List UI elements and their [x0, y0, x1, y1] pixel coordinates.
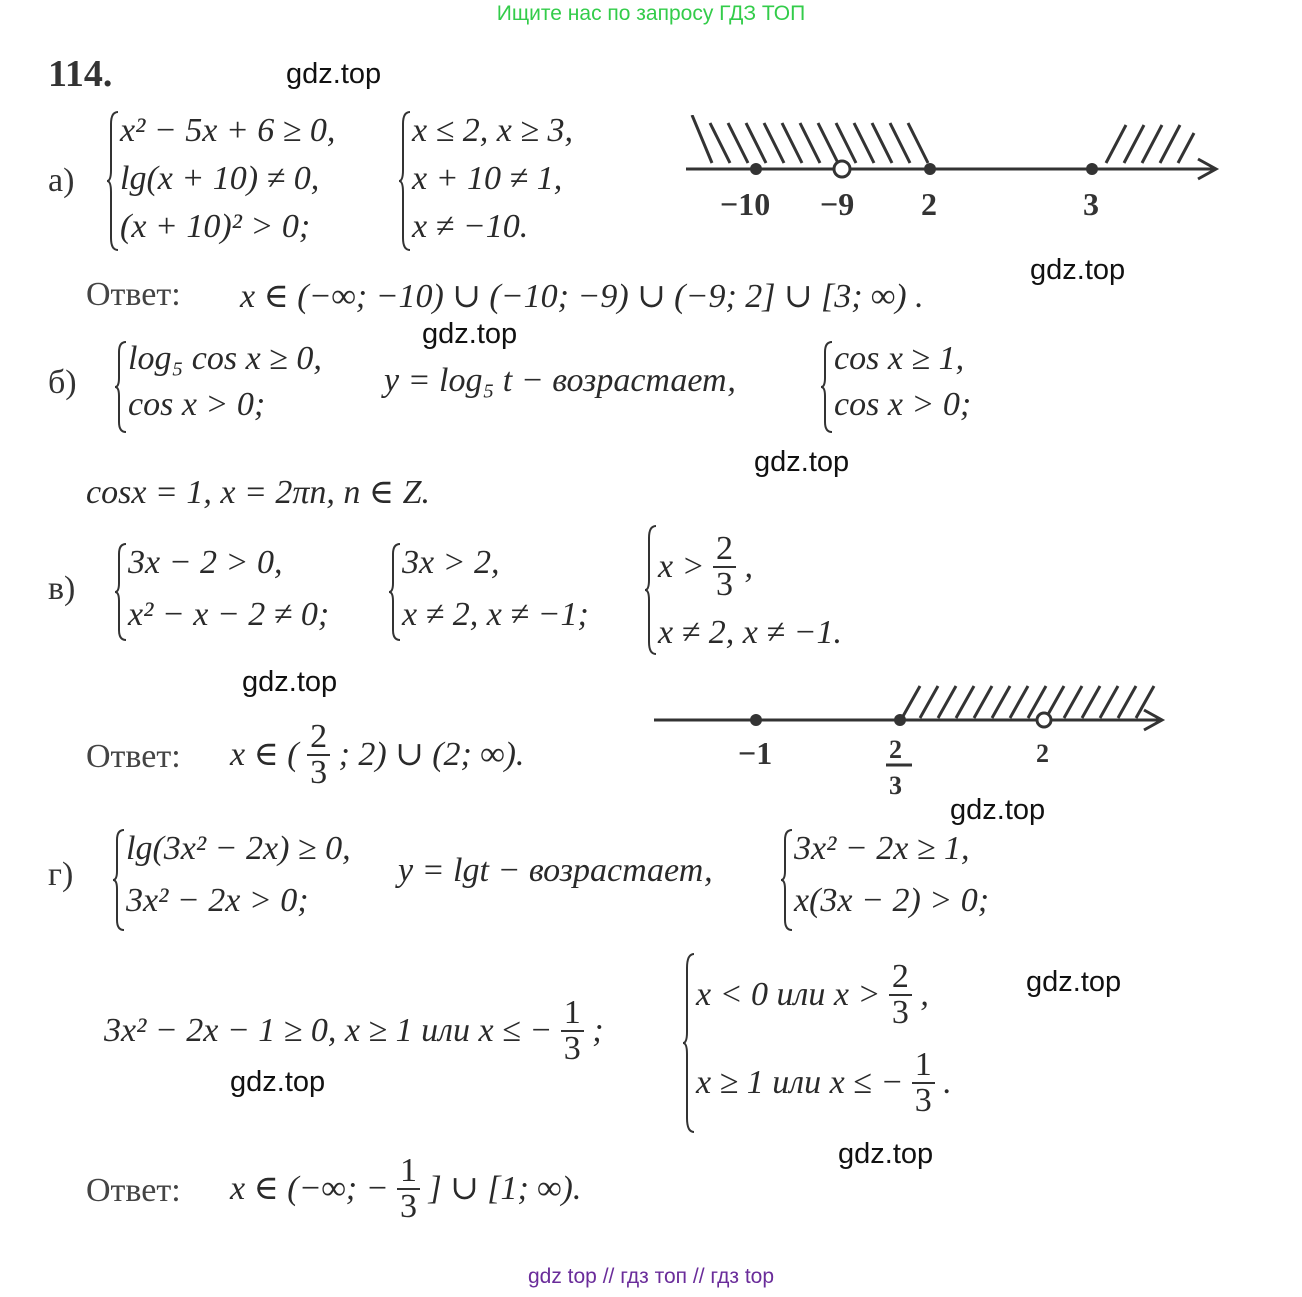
part-a-sys1-line: (x + 10)² > 0;: [120, 208, 311, 245]
axis-label: −10: [720, 186, 771, 222]
watermark: gdz.top: [1026, 966, 1122, 998]
part-g-system-2: [780, 828, 1020, 932]
axis-label: 3: [889, 771, 902, 800]
part-b-sys1-line: log₅ cos x ≥ 0,: [128, 340, 322, 377]
axis-label: −1: [738, 735, 773, 771]
part-b-sys1-line: cos x > 0;: [128, 386, 266, 423]
fraction: [912, 1048, 935, 1118]
part-v-sys2-line: x ≠ 2, x ≠ −1;: [402, 596, 589, 633]
part-a-sys1-line: lg(x + 10) ≠ 0,: [120, 160, 320, 197]
part-a-sys1-line: x² − 5x + 6 ≥ 0,: [120, 112, 336, 149]
watermark: gdz.top: [286, 58, 382, 90]
part-a-label: а): [48, 162, 75, 199]
axis-label: 2: [921, 186, 937, 222]
part-v-answer-pre: x ∈ (: [230, 736, 299, 773]
part-v-sys3-second: x ≠ 2, x ≠ −1.: [658, 614, 842, 651]
watermark: gdz.top: [950, 794, 1046, 826]
watermark: gdz.top: [754, 446, 850, 478]
part-v-sys3-first: x >: [658, 548, 705, 585]
part-g-sys2-line: x(3x − 2) > 0;: [794, 882, 990, 919]
part-a-sys2-line: x ≤ 2, x ≥ 3,: [412, 112, 574, 149]
punctuation: .: [943, 1064, 952, 1101]
part-a-system-2: [398, 110, 628, 252]
part-v-sys2-line: 3x > 2,: [402, 544, 500, 581]
part-a-sys2-line: x + 10 ≠ 1,: [412, 160, 563, 197]
fraction-numerator: 2: [713, 532, 736, 568]
part-g-answer-post: ] ∪ [1; ∞).: [428, 1170, 582, 1207]
fraction-denominator: 3: [914, 1082, 932, 1119]
fraction-numerator: 1: [912, 1048, 935, 1084]
part-g-monotonic-note: y = lgt − возрастает,: [398, 852, 713, 889]
part-b-sys2-line: cos x > 0;: [834, 386, 972, 423]
part-v-label: в): [48, 570, 76, 607]
fraction-numerator: 1: [397, 1154, 420, 1190]
watermark: gdz.top: [838, 1138, 934, 1170]
fraction-denominator: 3: [310, 754, 328, 791]
part-v-system-3: [644, 524, 884, 656]
brace-icon: [388, 542, 402, 642]
part-a-number-line: [680, 115, 1240, 225]
part-b-sys2-line: cos x ≥ 1,: [834, 340, 965, 377]
fraction: [561, 996, 584, 1066]
watermark: gdz.top: [422, 318, 518, 350]
part-g-answer-word: Ответ:: [86, 1172, 181, 1209]
part-g-sys1-line: 3x² − 2x > 0;: [126, 882, 309, 919]
part-a-system-1: [106, 110, 386, 252]
watermark: gdz.top: [242, 666, 338, 698]
brace-icon: [780, 828, 794, 932]
brace-icon: [820, 340, 834, 434]
part-b-result: cosx = 1, x = 2πn, n ∈ Z.: [86, 474, 431, 511]
fraction-denominator: 3: [891, 994, 909, 1031]
fraction: [397, 1154, 420, 1224]
problem-number: 114.: [48, 53, 113, 95]
part-g-sys2-line: 3x² − 2x ≥ 1,: [794, 830, 970, 867]
brace-icon: [114, 542, 128, 642]
brace-icon: [398, 110, 412, 252]
part-g-inequality: 3x² − 2x − 1 ≥ 0, x ≥ 1 или x ≤ −: [104, 1012, 553, 1049]
part-a-answer-word: Ответ:: [86, 276, 181, 313]
part-g-sys3-b: x ≥ 1 или x ≤ −: [696, 1064, 904, 1101]
part-v-sys1-line: 3x − 2 > 0,: [128, 544, 283, 581]
brace-icon: [112, 828, 126, 932]
part-g-label: г): [48, 856, 74, 893]
fraction-denominator: 3: [563, 1030, 581, 1067]
axis-label: 3: [1083, 186, 1099, 222]
search-banner[interactable]: Ищите нас по запросу ГДЗ ТОП: [496, 2, 806, 25]
part-v-system-2: [388, 542, 628, 642]
punctuation: ,: [920, 976, 929, 1013]
fraction-denominator: 3: [716, 566, 734, 603]
brace-icon: [114, 340, 128, 434]
brace-icon: [682, 952, 696, 1134]
brace-icon: [644, 524, 658, 656]
watermark: gdz.top: [230, 1066, 326, 1098]
part-b-system-2: [820, 340, 1020, 434]
punctuation: ;: [592, 1012, 604, 1049]
axis-label: 2: [889, 735, 902, 764]
part-b-monotonic-note: y = log₅ t − возрастает,: [384, 362, 736, 399]
fraction: [713, 532, 736, 602]
watermark: gdz.top: [1030, 254, 1126, 286]
part-b-system-1: [114, 340, 374, 434]
part-v-sys1-line: x² − x − 2 ≠ 0;: [128, 596, 330, 633]
part-v-system-1: [114, 542, 374, 642]
fraction-numerator: 1: [561, 996, 584, 1032]
axis-label: 2: [1036, 739, 1049, 768]
part-v-answer-word: Ответ:: [86, 738, 181, 775]
part-g-sys1-line: lg(3x² − 2x) ≥ 0,: [126, 830, 351, 867]
part-g-system-3: [682, 952, 982, 1134]
part-v-number-line: [650, 680, 1180, 805]
part-g-system-1: [112, 828, 392, 932]
fraction: [889, 960, 912, 1030]
fraction: [307, 720, 330, 790]
part-g-sys3-a: x < 0 или x >: [696, 976, 881, 1013]
fraction-numerator: 2: [889, 960, 912, 996]
part-a-sys2-line: x ≠ −10.: [412, 208, 529, 245]
fraction-numerator: 2: [307, 720, 330, 756]
punctuation: ,: [744, 548, 754, 585]
part-v-answer-post: ; 2) ∪ (2; ∞).: [338, 736, 525, 773]
brace-icon: [106, 110, 120, 252]
fraction-denominator: 3: [400, 1188, 418, 1225]
part-g-answer-pre: x ∈ (−∞; −: [230, 1170, 389, 1207]
axis-label: −9: [820, 186, 855, 222]
part-b-label: б): [48, 364, 77, 401]
part-a-answer: x ∈ (−∞; −10) ∪ (−10; −9) ∪ (−9; 2] ∪ [3; ∞) .: [240, 278, 924, 315]
footer-links[interactable]: gdz top // гдз топ // гдз top: [527, 1265, 775, 1288]
